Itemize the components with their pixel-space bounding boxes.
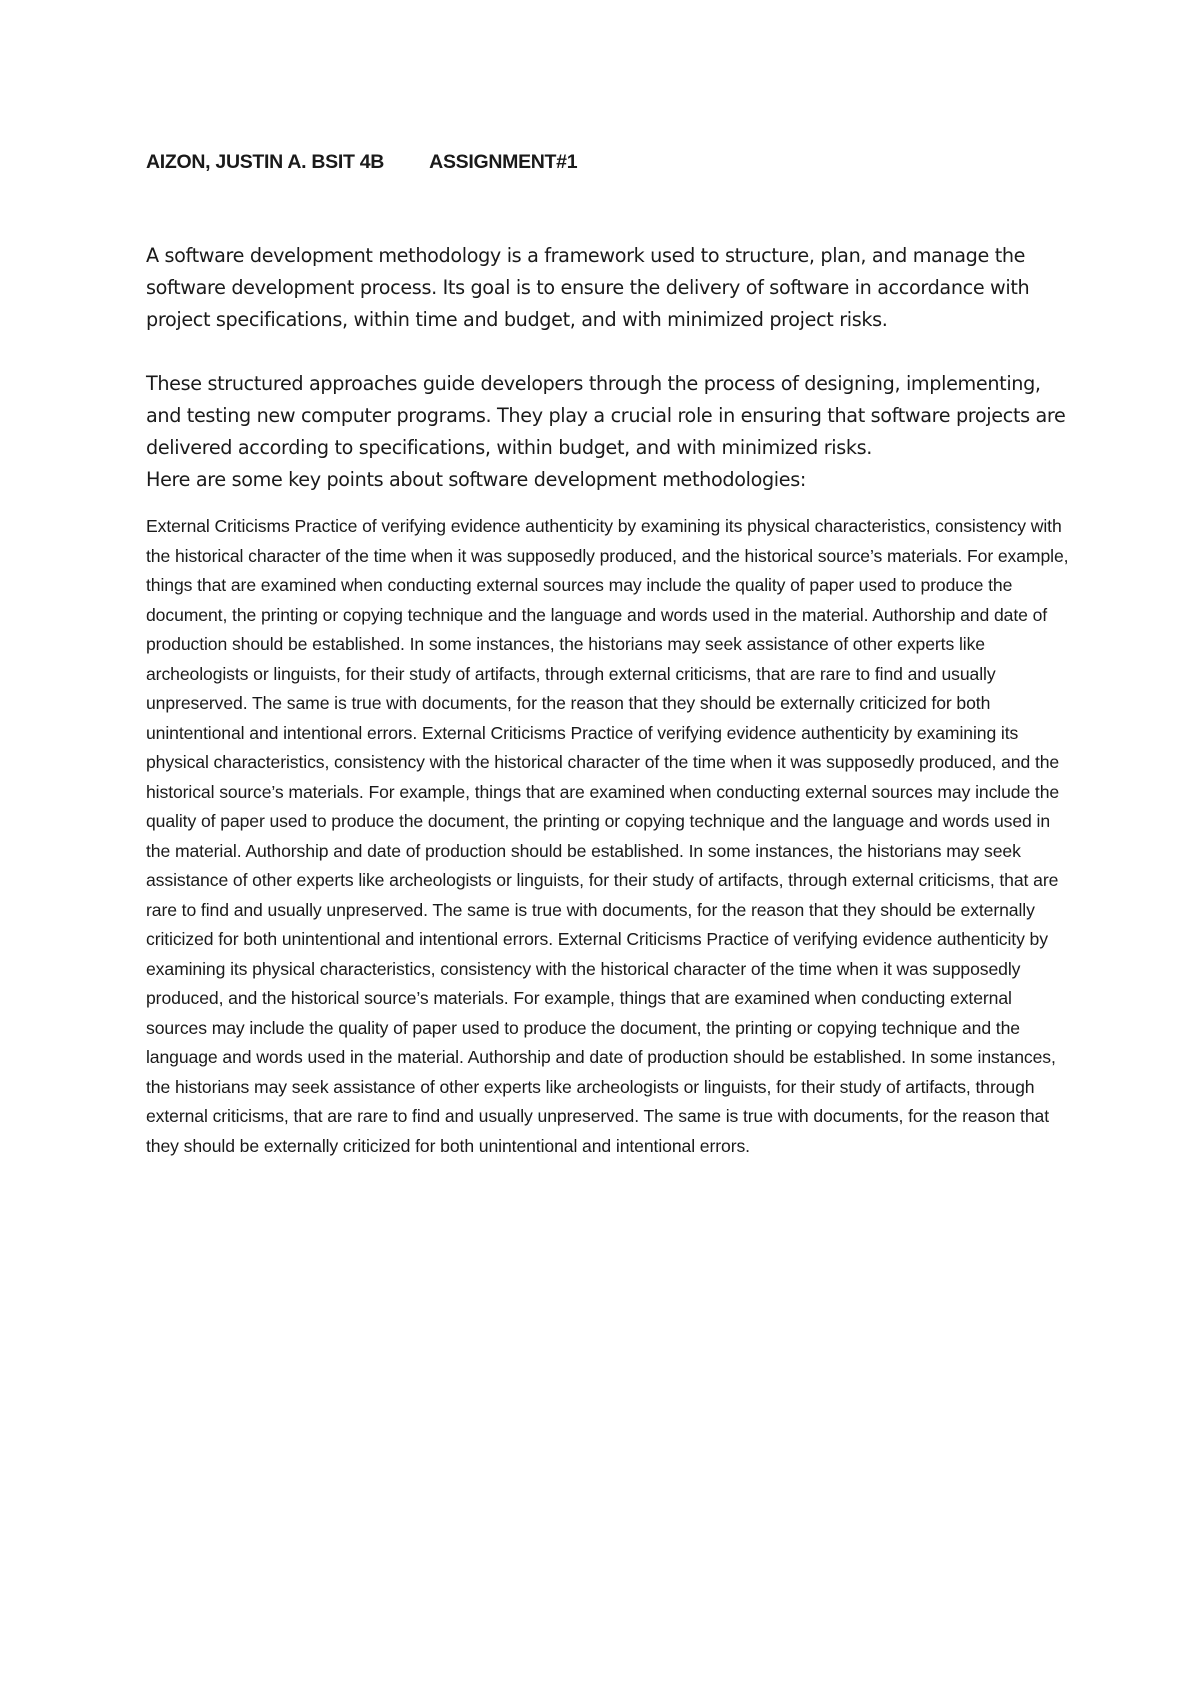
key-points-lead: Here are some key points about software development methodologies: — [146, 468, 806, 491]
student-name-line: AIZON, JUSTIN A. BSIT 4B — [146, 151, 385, 173]
intro-paragraph: A software development methodology is a framework used to structure, plan, and manage the software development process. Its goal is to ensure the delivery of software in accordance with project specifications, within time and budget, and with minimized project risks. — [146, 244, 1030, 331]
document-header — [146, 148, 1076, 176]
approaches-paragraph: These structured approaches guide developers through the process of designing, implementing, and testing new computer programs. They play a crucial role in ensuring that software projects are delivered according to specifications, within budget, and with minimized risks. — [146, 372, 1066, 459]
document-page — [146, 148, 1076, 1161]
assignment-label: ASSIGNMENT#1 — [429, 151, 578, 173]
external-criticisms-paragraph: External Criticisms Practice of verifying evidence authenticity by examining its physical characteristics, consistency with the historical character of the time when it was supposedly produced, and the historical source’s materials. For example, things that are examined when conducting external sources may include the quality of paper used to produce the document, the printing or copying technique and the language and words used in the material. Authorship and date of production should be established. In some instances, the historians may seek assistance of other experts like archeologists or linguists, for their study of artifacts, through external criticisms, that are rare to find and usually unpreserved. The same is true with documents, for the reason that they should be externally criticized for both unintentional and intentional errors. External Criticisms Practice of verifying evidence authenticity by examining its physical characteristics, consistency with the historical character of the time when it was supposedly produced, and the historical source’s materials. For example, things that are examined when conducting external sources may include the quality of paper used to produce the document, the printing or copying technique and the language and words used in the material. Authorship and date of production should be established. In some instances, the historians may seek assistance of other experts like archeologists or linguists, for their study of artifacts, through external criticisms, that are rare to find and usually unpreserved. The same is true with documents, for the reason that they should be externally criticized for both unintentional and intentional errors. External Criticisms Practice of verifying evidence authenticity by examining its physical characteristics, consistency with the historical character of the time when it was supposedly produced, and the historical source’s materials. For example, things that are examined when conducting external sources may include the quality of paper used to produce the document, the printing or copying technique and the language and words used in the material. Authorship and date of production should be established. In some instances, the historians may seek assistance of other experts like archeologists or linguists, for their study of artifacts, through external criticisms, that are rare to find and usually unpreserved. The same is true with documents, for the reason that they should be externally criticized for both unintentional and intentional errors. — [146, 516, 1069, 1156]
